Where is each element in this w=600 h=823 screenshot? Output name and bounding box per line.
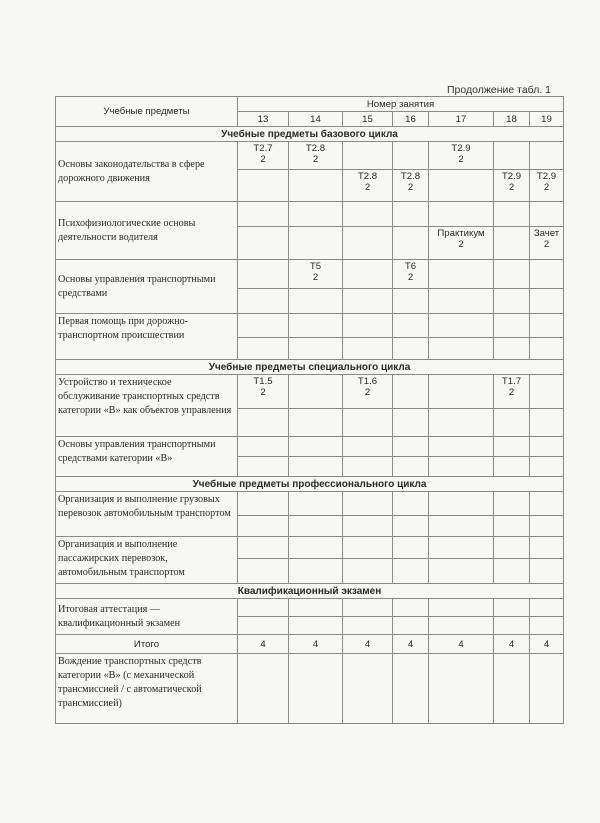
lesson-cell bbox=[393, 289, 429, 314]
lesson-cell bbox=[238, 338, 289, 360]
lesson-cell bbox=[238, 260, 289, 289]
lesson-cell bbox=[494, 654, 530, 724]
lesson-cell bbox=[289, 375, 343, 409]
lesson-cell bbox=[530, 289, 564, 314]
hours: 2 bbox=[407, 272, 414, 283]
table-row bbox=[56, 314, 564, 338]
lesson-cell bbox=[238, 437, 289, 457]
lesson-cell bbox=[343, 375, 393, 409]
lesson-cell bbox=[343, 289, 393, 314]
lesson-cell bbox=[494, 260, 530, 289]
topic-code: Т2.8 bbox=[357, 171, 378, 182]
lesson-cell bbox=[494, 227, 530, 260]
lesson-cell bbox=[429, 409, 494, 437]
lesson-cell bbox=[238, 375, 289, 409]
lesson-cell bbox=[343, 599, 393, 617]
lesson-cell bbox=[429, 314, 494, 338]
lesson-cell bbox=[494, 289, 530, 314]
lesson-cell bbox=[530, 599, 564, 617]
lesson-cell bbox=[494, 457, 530, 477]
total-value: 4 bbox=[238, 635, 289, 654]
lesson-cell bbox=[429, 375, 494, 409]
section-exam: Квалификационный экзамен bbox=[56, 584, 564, 599]
lesson-cell bbox=[429, 227, 494, 260]
section-professional: Учебные предметы профессионального цикла bbox=[56, 477, 564, 492]
lesson-cell bbox=[393, 338, 429, 360]
lesson-cell bbox=[429, 142, 494, 170]
lesson-cell bbox=[238, 617, 289, 635]
lesson-cell bbox=[343, 338, 393, 360]
lesson-cell bbox=[530, 537, 564, 559]
lesson-cell bbox=[530, 260, 564, 289]
lesson-cell bbox=[393, 599, 429, 617]
lesson-cell bbox=[494, 409, 530, 437]
lesson-cell bbox=[289, 457, 343, 477]
lesson-cell bbox=[494, 314, 530, 338]
subject-driving: Вождение транспортных средств категории «В» (с механической трансмиссией / с автоматической трансмиссией) bbox=[56, 654, 238, 724]
hours: 2 bbox=[543, 182, 550, 193]
lesson-cell bbox=[289, 409, 343, 437]
lesson-cell bbox=[238, 202, 289, 227]
lesson-cell bbox=[530, 617, 564, 635]
topic-code: Зачет bbox=[533, 228, 560, 239]
lesson-cell bbox=[289, 559, 343, 584]
lesson-cell bbox=[343, 314, 393, 338]
table-row bbox=[56, 375, 564, 409]
lesson-cell bbox=[494, 170, 530, 202]
lesson-cell bbox=[343, 559, 393, 584]
lesson-cell bbox=[494, 617, 530, 635]
lesson-cell bbox=[393, 375, 429, 409]
lesson-cell bbox=[393, 654, 429, 724]
lesson-cell bbox=[393, 516, 429, 537]
lesson-cell bbox=[238, 492, 289, 516]
lesson-cell bbox=[343, 409, 393, 437]
lesson-cell bbox=[494, 437, 530, 457]
lesson-cell bbox=[494, 492, 530, 516]
subject-psychophysiology: Психофизиологические основы деятельности водителя bbox=[56, 202, 238, 260]
lesson-cell bbox=[530, 375, 564, 409]
hours: 2 bbox=[364, 182, 371, 193]
lesson-number: 14 bbox=[289, 112, 343, 127]
lesson-cell bbox=[289, 170, 343, 202]
lesson-cell bbox=[530, 409, 564, 437]
hours: 2 bbox=[543, 239, 550, 250]
lesson-number: 18 bbox=[494, 112, 530, 127]
lesson-cell bbox=[343, 537, 393, 559]
section-basic: Учебные предметы базового цикла bbox=[56, 127, 564, 142]
lesson-cell bbox=[393, 170, 429, 202]
table-row bbox=[56, 654, 564, 724]
total-value: 4 bbox=[494, 635, 530, 654]
topic-code: Т2.9 bbox=[536, 171, 557, 182]
total-value: 4 bbox=[429, 635, 494, 654]
lesson-cell bbox=[429, 457, 494, 477]
hours: 2 bbox=[458, 239, 464, 250]
topic-code: Т2.8 bbox=[400, 171, 421, 182]
lesson-cell bbox=[530, 142, 564, 170]
lesson-cell bbox=[343, 617, 393, 635]
lesson-cell bbox=[530, 457, 564, 477]
topic-code: Т6 bbox=[404, 261, 417, 272]
lesson-cell bbox=[343, 437, 393, 457]
lesson-cell bbox=[393, 617, 429, 635]
lesson-cell bbox=[289, 537, 343, 559]
lesson-cell bbox=[429, 437, 494, 457]
total-label: Итого bbox=[56, 635, 238, 654]
lesson-cell bbox=[429, 202, 494, 227]
lesson-cell bbox=[238, 654, 289, 724]
topic-code: Т1.5 bbox=[253, 376, 273, 387]
lesson-cell bbox=[494, 375, 530, 409]
table-row bbox=[56, 202, 564, 227]
lesson-cell bbox=[393, 142, 429, 170]
lesson-cell bbox=[393, 260, 429, 289]
lesson-cell bbox=[393, 457, 429, 477]
lesson-cell bbox=[393, 437, 429, 457]
lesson-cell bbox=[393, 409, 429, 437]
table-row bbox=[56, 537, 564, 559]
total-value: 4 bbox=[289, 635, 343, 654]
lesson-cell bbox=[289, 142, 343, 170]
lesson-cell bbox=[343, 142, 393, 170]
lesson-cell bbox=[289, 599, 343, 617]
subject-law: Основы законодательства в сфере дорожного движения bbox=[56, 142, 238, 202]
hours: 2 bbox=[407, 182, 414, 193]
table-row bbox=[56, 437, 564, 457]
lesson-cell bbox=[494, 537, 530, 559]
lesson-cell bbox=[343, 654, 393, 724]
lesson-number: 15 bbox=[343, 112, 393, 127]
lesson-cell bbox=[238, 537, 289, 559]
lesson-cell bbox=[238, 559, 289, 584]
total-value: 4 bbox=[530, 635, 564, 654]
hours: 2 bbox=[260, 387, 266, 398]
lesson-cell bbox=[393, 202, 429, 227]
lesson-cell bbox=[530, 170, 564, 202]
hours: 2 bbox=[458, 154, 464, 165]
lesson-cell bbox=[238, 457, 289, 477]
lesson-cell bbox=[429, 338, 494, 360]
table-row bbox=[56, 142, 564, 170]
lesson-cell bbox=[343, 516, 393, 537]
total-value: 4 bbox=[343, 635, 393, 654]
hours: 2 bbox=[312, 154, 319, 165]
table-caption: Продолжение табл. 1 bbox=[446, 84, 551, 96]
lesson-cell bbox=[289, 516, 343, 537]
hours: 2 bbox=[260, 154, 266, 165]
lesson-cell bbox=[494, 338, 530, 360]
lesson-cell bbox=[343, 457, 393, 477]
subject-cargo: Организация и выполнение грузовых перевозок автомобильным транспортом bbox=[56, 492, 238, 537]
lesson-cell bbox=[343, 170, 393, 202]
lesson-cell bbox=[393, 227, 429, 260]
lesson-cell bbox=[494, 559, 530, 584]
table-row bbox=[56, 492, 564, 516]
lesson-cell bbox=[429, 617, 494, 635]
hours: 2 bbox=[508, 387, 515, 398]
section-special: Учебные предметы специального цикла bbox=[56, 360, 564, 375]
lesson-cell bbox=[343, 260, 393, 289]
lesson-cell bbox=[429, 537, 494, 559]
lesson-cell bbox=[289, 492, 343, 516]
lesson-cell bbox=[494, 599, 530, 617]
lesson-cell bbox=[429, 492, 494, 516]
lesson-cell bbox=[429, 599, 494, 617]
header-subjects: Учебные предметы bbox=[56, 97, 238, 127]
topic-code: Т2.9 bbox=[501, 171, 522, 182]
lesson-cell bbox=[429, 559, 494, 584]
lesson-cell bbox=[343, 492, 393, 516]
lesson-cell bbox=[494, 142, 530, 170]
subject-final-attestation: Итоговая аттестация — квалификационный экзамен bbox=[56, 599, 238, 635]
lesson-cell bbox=[393, 314, 429, 338]
lesson-cell bbox=[238, 599, 289, 617]
subject-vehicle-device: Устройство и техническое обслуживание транспортных средств категории «В» как объектов управления bbox=[56, 375, 238, 437]
lesson-cell bbox=[530, 338, 564, 360]
header-lesson-number: Номер занятия bbox=[238, 97, 564, 112]
hours: 2 bbox=[508, 182, 515, 193]
lesson-cell bbox=[289, 260, 343, 289]
lesson-cell bbox=[429, 170, 494, 202]
table-row bbox=[56, 260, 564, 289]
lesson-cell bbox=[238, 516, 289, 537]
lesson-cell bbox=[238, 314, 289, 338]
lesson-cell bbox=[429, 654, 494, 724]
lesson-cell bbox=[238, 170, 289, 202]
lesson-cell bbox=[530, 202, 564, 227]
lesson-cell bbox=[530, 492, 564, 516]
topic-code: Т5 bbox=[309, 261, 322, 272]
lesson-cell bbox=[530, 654, 564, 724]
lesson-cell bbox=[530, 314, 564, 338]
lesson-cell bbox=[289, 617, 343, 635]
lesson-cell bbox=[289, 289, 343, 314]
lesson-cell bbox=[429, 260, 494, 289]
total-value: 4 bbox=[393, 635, 429, 654]
lesson-cell bbox=[393, 492, 429, 516]
lesson-cell bbox=[238, 227, 289, 260]
lesson-number: 17 bbox=[429, 112, 494, 127]
hours: 2 bbox=[364, 387, 371, 398]
subject-first-aid: Первая помощь при дорожно-транспортном происшествии bbox=[56, 314, 238, 360]
lesson-cell bbox=[494, 516, 530, 537]
lesson-cell bbox=[429, 289, 494, 314]
lesson-cell bbox=[289, 314, 343, 338]
topic-code: Т2.8 bbox=[305, 143, 326, 154]
lesson-cell bbox=[530, 559, 564, 584]
lesson-cell bbox=[494, 202, 530, 227]
lesson-cell bbox=[289, 227, 343, 260]
lesson-cell bbox=[238, 142, 289, 170]
lesson-cell bbox=[289, 654, 343, 724]
topic-code: Т1.6 bbox=[357, 376, 378, 387]
topic-code: Т1.7 bbox=[501, 376, 522, 387]
lesson-cell bbox=[393, 537, 429, 559]
lesson-cell bbox=[343, 202, 393, 227]
hours: 2 bbox=[312, 272, 319, 283]
subject-vehicle-control-b: Основы управления транспортными средствами категории «В» bbox=[56, 437, 238, 477]
table-row bbox=[56, 599, 564, 617]
lesson-cell bbox=[429, 516, 494, 537]
lesson-cell bbox=[289, 202, 343, 227]
topic-code: Практикум bbox=[437, 228, 485, 239]
lesson-number: 13 bbox=[238, 112, 289, 127]
lesson-cell bbox=[393, 559, 429, 584]
lesson-cell bbox=[530, 516, 564, 537]
topic-code: Т2.9 bbox=[451, 143, 471, 154]
lesson-cell bbox=[343, 227, 393, 260]
schedule-table bbox=[55, 96, 564, 724]
subject-vehicle-control: Основы управления транспортными средствами bbox=[56, 260, 238, 314]
lesson-cell bbox=[289, 437, 343, 457]
lesson-cell bbox=[530, 437, 564, 457]
lesson-number: 16 bbox=[393, 112, 429, 127]
lesson-cell bbox=[289, 338, 343, 360]
lesson-cell bbox=[238, 409, 289, 437]
topic-code: Т2.7 bbox=[253, 143, 273, 154]
lesson-cell bbox=[238, 289, 289, 314]
table-row bbox=[56, 635, 564, 654]
subject-passenger: Организация и выполнение пассажирских перевозок, автомобильным транспортом bbox=[56, 537, 238, 584]
lesson-cell bbox=[530, 227, 564, 260]
lesson-number: 19 bbox=[530, 112, 564, 127]
